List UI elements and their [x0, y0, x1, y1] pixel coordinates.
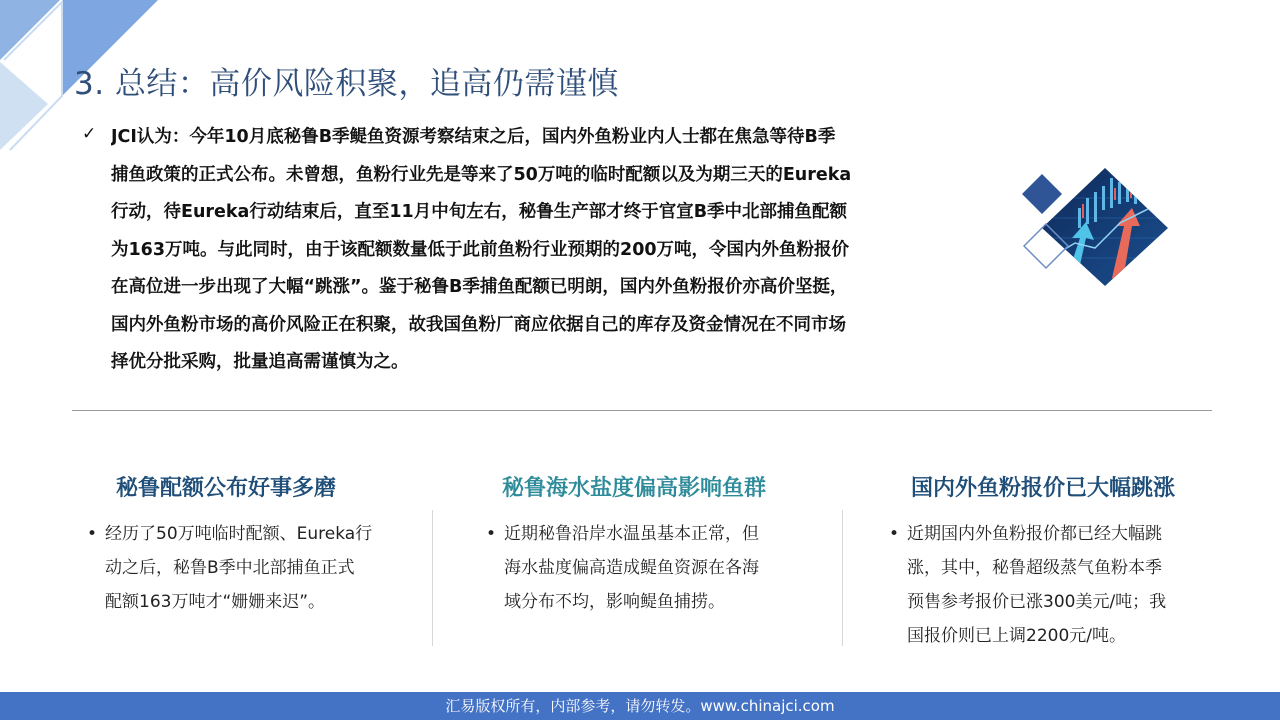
column-line: 涨，其中，秘鲁超级蒸气鱼粉本季	[907, 558, 1162, 578]
summary-line: 捕鱼政策的正式公布。未曾想，鱼粉行业先是等来了50万吨的临时配额以及为期三天的Eureka	[111, 164, 852, 185]
page-title: 3. 总结：高价风险积聚，追高仍需谨慎	[74, 66, 619, 102]
column-line: 海水盐度偏高造成鳀鱼资源在各海	[504, 558, 759, 578]
column-title-text: 秘鲁配额公布好事多磨	[116, 476, 337, 501]
column-body-price	[889, 517, 1229, 653]
summary-line: JCI认为：今年10月底秘鲁B季鳀鱼资源考察结束之后，国内外鱼粉业内人士都在焦急等待B季	[111, 127, 836, 147]
column-line: 近期国内外鱼粉报价都已经大幅跳	[907, 524, 1162, 544]
checkmark-icon: ✓	[82, 124, 97, 144]
column-line: 动之后，秘鲁B季中北部捕鱼正式	[105, 558, 355, 578]
column-body-quota	[87, 517, 417, 619]
summary-line: 在高位进一步出现了大幅“跳涨”。鉴于秘鲁B季捕鱼配额已明朗，国内外鱼粉报价亦高价坚挺，	[111, 277, 848, 297]
column-line: 预售参考报价已涨300美元/吨；我	[907, 592, 1167, 612]
bullet-icon: •	[87, 524, 98, 544]
column-title-text: 秘鲁海水盐度偏高影响鱼群	[502, 476, 767, 501]
section-divider	[72, 410, 1212, 411]
summary-line: 择优分批采购，批量追高需谨慎为之。	[111, 352, 409, 372]
summary-paragraph	[111, 119, 1006, 382]
column-separator	[842, 510, 843, 646]
bullet-icon: •	[889, 524, 900, 544]
market-chart-illustration	[1020, 168, 1170, 288]
column-body-salinity	[486, 517, 816, 619]
summary-line: 行动，待Eureka行动结束后，直至11月中旬左右，秘鲁生产部才终于官宣B季中北部捕鱼配额	[111, 202, 848, 222]
column-title-price	[911, 471, 1175, 502]
bullet-icon: •	[486, 524, 497, 544]
summary-line: 国内外鱼粉市场的高价风险正在积聚，故我国鱼粉厂商应依据自己的库存及资金情况在不同市场	[111, 314, 846, 335]
column-title-salinity	[502, 471, 766, 502]
column-line: 配额163万吨才“姗姗来迟”。	[105, 592, 326, 612]
column-line: 近期秘鲁沿岸水温虽基本正常，但	[504, 524, 759, 544]
column-title-text: 国内外鱼粉报价已大幅跳涨	[911, 476, 1176, 501]
column-line: 域分布不均，影响鳀鱼捕捞。	[504, 592, 725, 612]
column-line: 国报价则已上调2200元/吨。	[907, 626, 1126, 646]
column-line: 经历了50万吨临时配额、Eureka行	[105, 524, 373, 544]
footer-bar: 汇易版权所有，内部参考，请勿转发。www.chinajci.com	[0, 692, 1280, 720]
column-title-quota	[116, 471, 336, 502]
column-separator	[432, 510, 433, 646]
summary-line: 为163万吨。与此同时，由于该配额数量低于此前鱼粉行业预期的200万吨，令国内外鱼粉报价	[111, 239, 850, 260]
